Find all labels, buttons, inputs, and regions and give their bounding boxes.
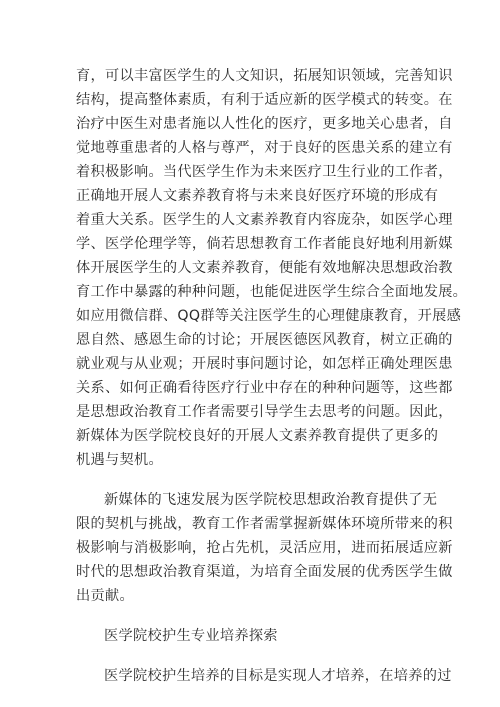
- text-line: 恩自然、感恩生命的讨论；开展医德医风教育，树立正确的: [76, 332, 453, 348]
- text-line: 是思想政治教育工作者需要引导学生去思考的问题。因此，: [76, 404, 453, 420]
- text-line: 体开展医学生的人文素养教育，便能有效地解决思想政治教: [76, 260, 453, 276]
- text-line: 就业观与从业观；开展时事问题讨论，如怎样正确处理医患: [76, 356, 453, 372]
- text-line: 极影响与消极影响，抢占先机，灵活应用，进而拓展适应新: [76, 540, 453, 556]
- text-line: 育工作中暴露的种种问题，也能促进医学生综合全面地发展。: [76, 284, 468, 300]
- text-line: 机遇与契机。: [76, 452, 163, 468]
- text-line: 正确地开展人文素养教育将与未来良好医疗环境的形成有: [76, 188, 439, 204]
- text-line: 着积极影响。当代医学生作为未来医疗卫生行业的工作者，: [76, 164, 453, 180]
- text-line: 学、医学伦理学等，倘若思想教育工作者能良好地利用新媒: [76, 236, 453, 252]
- text-line: 觉地尊重患者的人格与尊严，对于良好的医患关系的建立有: [76, 140, 453, 156]
- text-line: 育，可以丰富医学生的人文知识，拓展知识领域，完善知识: [76, 68, 453, 84]
- paragraph-first-line: 新媒体的飞速发展为医学院校思想政治教育提供了无: [104, 492, 438, 508]
- text-line: 限的契机与挑战，教育工作者需掌握新媒体环境所带来的积: [76, 516, 453, 532]
- text-line: 着重大关系。医学生的人文素养教育内容庞杂，如医学心理: [76, 212, 453, 228]
- text-line: 新媒体为医学院校良好的开展人文素养教育提供了更多的: [76, 428, 439, 444]
- text-line: 结构，提高整体素质，有利于适应新的医学模式的转变。在: [76, 92, 453, 108]
- text-line: 治疗中医生对患者施以人性化的医疗，更多地关心患者，自: [76, 116, 453, 132]
- text-line: 出贡献。: [76, 588, 134, 604]
- text-line: 关系、如何正确看待医疗行业中存在的种种问题等，这些都: [76, 380, 453, 396]
- text-line: 如应用微信群、QQ群等关注医学生的心理健康教育，开展感: [76, 308, 462, 324]
- text-line: 时代的思想政治教育渠道，为培育全面发展的优秀医学生做: [76, 564, 453, 580]
- paragraph-first-line: 医学院校护生培养的目标是实现人才培养，在培养的过: [104, 668, 452, 684]
- section-heading: 医学院校护生专业培养探索: [104, 628, 278, 644]
